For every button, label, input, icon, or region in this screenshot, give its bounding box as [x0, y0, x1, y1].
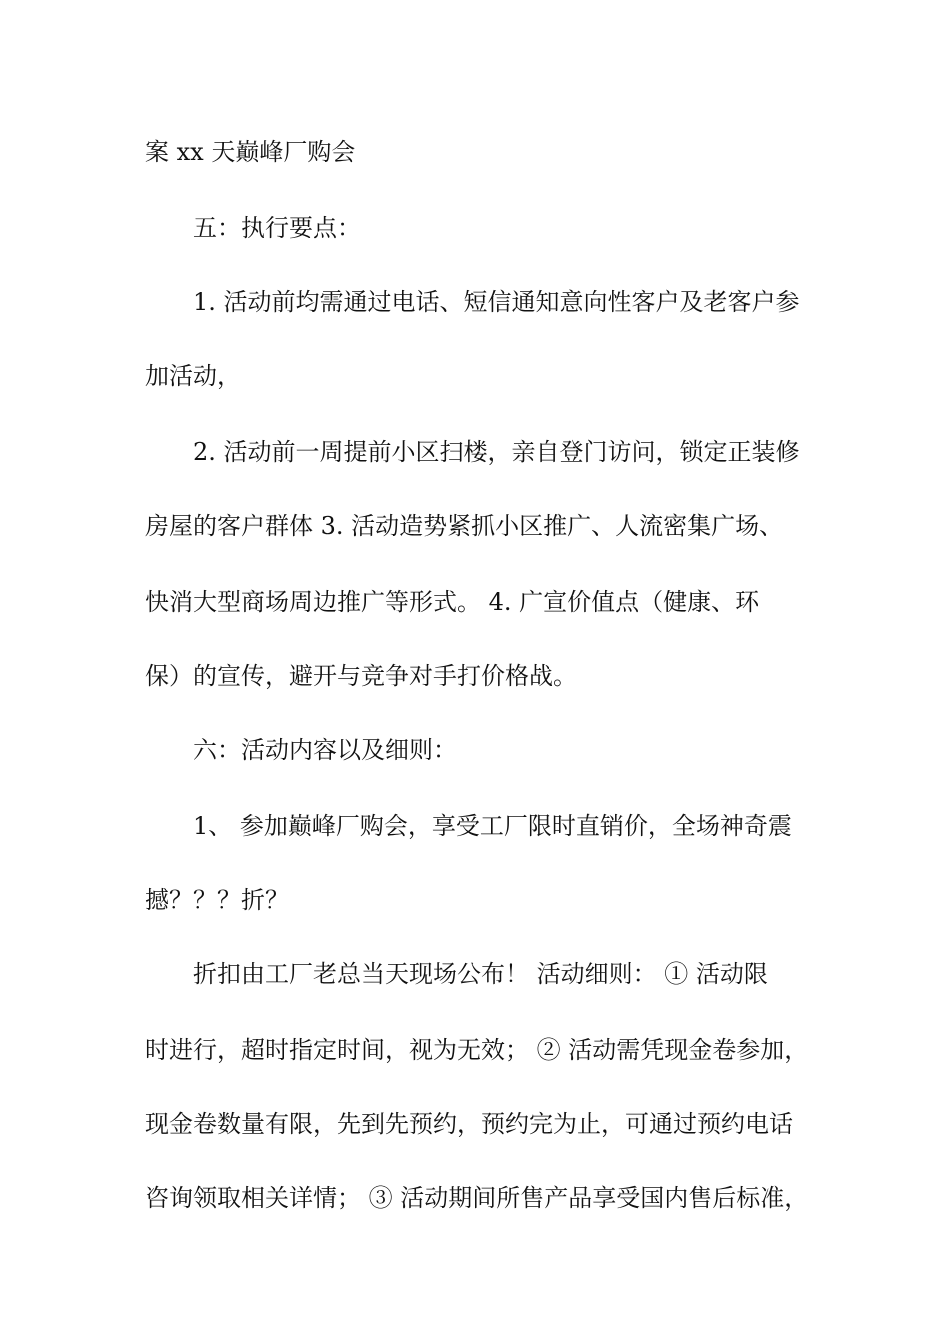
text-line-14: 现金卷数量有限，先到先预约，预约完为止，可通过预约电话	[145, 1110, 793, 1138]
text-line-15: 咨询领取相关详情； ③ 活动期间所售产品享受国内售后标准，	[145, 1184, 809, 1212]
text-line-11: 撼？？？折？	[145, 886, 289, 914]
text-line-4: 加活动，	[145, 362, 241, 390]
text-line-1: 案 xx 天巅峰厂购会	[145, 138, 356, 166]
text-line-3: 1. 活动前均需通过电话、短信通知意向性客户及老客户参	[193, 288, 800, 316]
text-line-10: 1、 参加巅峰厂购会，享受工厂限时直销价，全场神奇震	[193, 812, 792, 840]
text-line-8: 保）的宣传，避开与竞争对手打价格战。	[145, 662, 577, 690]
text-line-12: 折扣由工厂老总当天现场公布！ 活动细则： ① 活动限	[193, 960, 768, 988]
section-heading-six: 六：活动内容以及细则：	[193, 736, 457, 764]
section-heading-five: 五：执行要点：	[193, 214, 361, 242]
text-line-13: 时进行，超时指定时间，视为无效； ② 活动需凭现金卷参加，	[145, 1036, 809, 1064]
text-line-5: 2. 活动前一周提前小区扫楼，亲自登门访问，锁定正装修	[193, 438, 800, 466]
text-line-6: 房屋的客户群体 3. 活动造势紧抓小区推广、人流密集广场、	[145, 512, 784, 540]
text-line-7: 快消大型商场周边推广等形式。 4. 广宣价值点（健康、环	[145, 588, 760, 616]
